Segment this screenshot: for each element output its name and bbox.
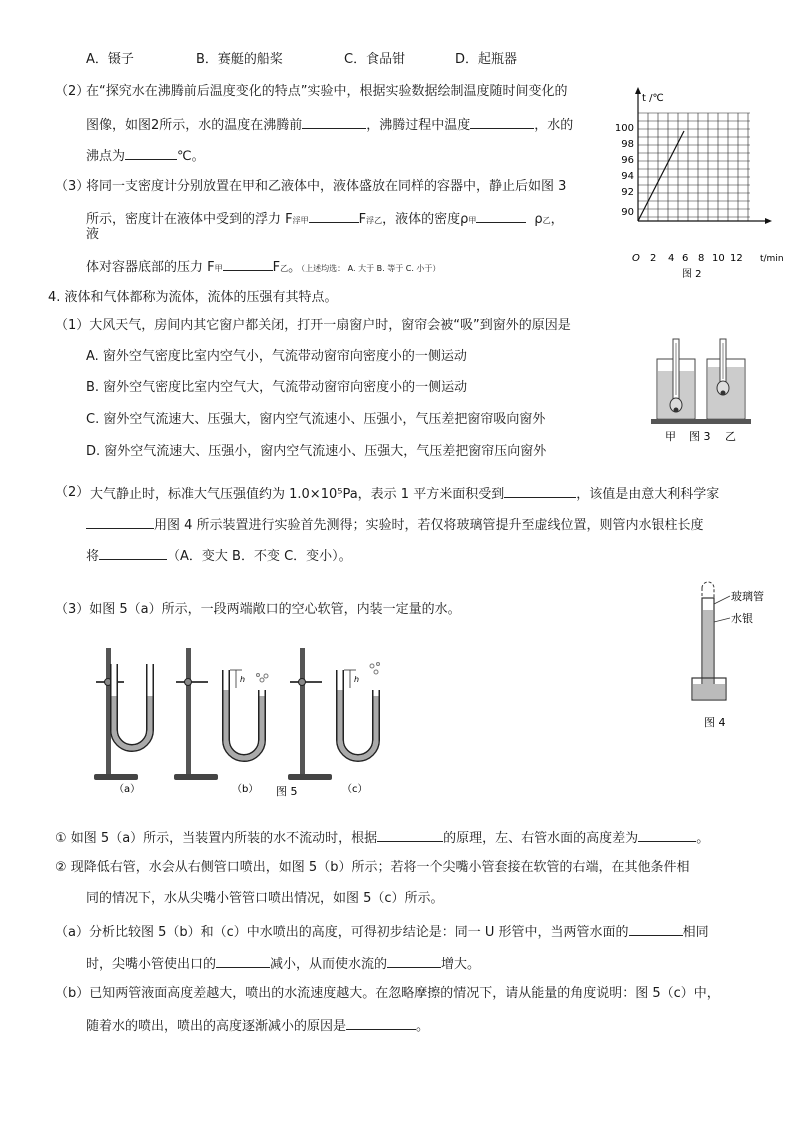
q2-line3: 沸点为 ℃。 <box>86 149 205 164</box>
figure-4-caption: 图 4 <box>704 716 726 729</box>
q3-line2: 所示，密度计在液体中受到的浮力 F浮甲 F浮乙，液体的密度ρ甲 ρ乙， <box>86 212 564 227</box>
option-b: B．赛艇的船桨 <box>196 52 283 67</box>
answer-blank[interactable] <box>504 485 576 498</box>
q3-line1: 将同一支密度计分别放置在甲和乙液体中，液体盛放在同样的容器中，静止后如图 3 <box>86 179 567 194</box>
answer-blank[interactable] <box>223 258 273 271</box>
height-label: h <box>354 675 360 684</box>
figure-2-chart <box>610 85 790 285</box>
q2-line2: 图像，如图2所示，水的温度在沸腾前 ，沸腾过程中温度 ，水的 <box>86 118 574 133</box>
option-c: C．食品钳 <box>344 52 406 67</box>
answer-blank[interactable] <box>216 955 270 968</box>
q4-option-d: D. 窗外空气流速大、压强小，窗内空气流速小、压强大，气压差把窗帘压向窗外 <box>86 444 547 459</box>
y-tick: 94 <box>621 171 634 182</box>
x-tick: 2 <box>650 253 657 264</box>
x-tick: 8 <box>698 253 705 264</box>
y-tick: 100 <box>614 123 634 134</box>
q4-option-a: A. 窗外空气密度比室内空气小，气流带动窗帘向密度小的一侧运动 <box>86 349 467 364</box>
figure-3 <box>645 335 755 450</box>
q4-sub-a-line1: （a）分析比较图 5（b）和（c）中水喷出的高度，可得初步结论是：同一 U 形管中，当两管水面的 相同 <box>55 925 709 940</box>
q4-part2-line1: 大气静止时，标准大气压强值约为 1.0×10⁵Pa，表示 1 平方米面积受到 ，该值是由意大利科学家 <box>90 487 720 502</box>
q2-line1: 在“探究水在沸腾前后温度变化的特点”实验中，根据实验数据绘制温度随时间变化的 <box>86 84 568 99</box>
y-tick: 90 <box>621 207 634 218</box>
figure-5-label-c: （c） <box>342 784 368 795</box>
q4-option-c: C. 窗外空气流速大、压强大，窗内空气流速小、压强小，气压差把窗帘吸向窗外 <box>86 412 546 427</box>
q4-sub2-line1: ② 现降低右管，水会从右侧管口喷出，如图 5（b）所示；若将一个尖嘴小管套接在软管的右端，在其他条件相 <box>55 860 690 875</box>
q4-title: 4. 液体和气体都称为流体，流体的压强有其特点。 <box>48 290 338 305</box>
figure-5-caption: 图 5 <box>276 785 298 798</box>
answer-blank[interactable] <box>125 147 177 160</box>
figure-5b <box>174 648 268 795</box>
x-tick: O <box>632 253 640 264</box>
y-axis-label: t /℃ <box>642 93 664 104</box>
label-glass-tube: 玻璃管 <box>731 590 764 603</box>
y-tick: 98 <box>621 139 634 150</box>
y-tick: 92 <box>621 187 634 198</box>
option-a: A．镊子 <box>86 52 134 67</box>
q3-line3: 体对容器底部的压力 F甲 F乙。（上述均选： A. 大于 B. 等于 C. 小于） <box>86 260 441 275</box>
figure-4 <box>682 570 792 735</box>
figure-3-label-b: 乙 <box>725 430 736 443</box>
q3-number: （3） <box>55 179 90 194</box>
q4-option-b: B. 窗外空气密度比室内空气大，气流带动窗帘向密度小的一侧运动 <box>86 380 468 395</box>
x-tick: 6 <box>682 253 689 264</box>
q2-number: （2） <box>55 84 90 99</box>
x-tick: 12 <box>730 253 743 264</box>
q3-line2-wrap: 液 <box>86 227 100 242</box>
q4-part1: （1）大风天气，房间内其它窗户都关闭，打开一扇窗户时，窗帘会被“吸”到窗外的原因是 <box>55 318 571 333</box>
figure-3-caption: 图 3 <box>689 430 711 443</box>
q4-part2-line2: 用图 4 所示装置进行实验首先测得；实验时，若仅将玻璃管提升至虚线位置，则管内水银柱长度 <box>86 516 704 534</box>
option-d: D．起瓶器 <box>455 52 518 67</box>
q4-sub1: ① 如图 5（a）所示，当装置内所装的水不流动时，根据 的原理，左、右管水面的高度差为 。 <box>55 831 710 846</box>
temperature-line <box>638 131 684 221</box>
q4-part2-number: （2） <box>55 485 90 500</box>
answer-blank[interactable] <box>387 955 441 968</box>
x-tick: 10 <box>712 253 725 264</box>
answer-blank[interactable] <box>629 923 683 936</box>
figure-5-label-b: （b） <box>232 784 259 795</box>
figure-5-label-a: （a） <box>114 784 141 795</box>
answer-blank[interactable] <box>99 547 167 560</box>
x-tick: 4 <box>668 253 675 264</box>
q4-part3: （3）如图 5（a）所示，一段两端敞口的空心软管，内装一定量的水。 <box>55 602 461 617</box>
q4-sub-a-line2: 时，尖嘴小管使出口的 减小，从而使水流的 增大。 <box>86 957 481 972</box>
y-tick: 96 <box>621 155 634 166</box>
x-axis-label: t/min <box>760 254 784 264</box>
height-label: h <box>240 675 246 684</box>
answer-blank[interactable] <box>470 116 534 129</box>
answer-blank[interactable] <box>476 210 526 223</box>
figure-5 <box>90 640 380 800</box>
figure-5c <box>288 648 380 795</box>
q4-sub2-line2: 同的情况下，水从尖嘴小管管口喷出情况，如图 5（c）所示。 <box>86 891 444 906</box>
answer-blank[interactable] <box>377 829 443 842</box>
answer-blank[interactable] <box>309 210 359 223</box>
q4-part2-line3: 将 （A．变大 B．不变 C．变小）。 <box>86 549 352 564</box>
answer-blank[interactable] <box>302 116 366 129</box>
label-mercury: 水银 <box>731 612 753 625</box>
answer-blank[interactable] <box>86 516 154 529</box>
figure-3-label-a: 甲 <box>665 430 676 443</box>
answer-blank[interactable] <box>638 829 696 842</box>
q4-sub-b-line1: （b）已知两管液面高度差越大，喷出的水流速度越大。在忽略摩擦的情况下，请从能量的角度说明：图 5（c）中， <box>55 986 720 1001</box>
q4-sub-b-line2: 随着水的喷出，喷出的高度逐渐减小的原因是 。 <box>86 1019 430 1034</box>
answer-blank[interactable] <box>346 1017 416 1030</box>
figure-2-caption: 图 2 <box>682 269 702 280</box>
figure-5a <box>94 648 150 780</box>
